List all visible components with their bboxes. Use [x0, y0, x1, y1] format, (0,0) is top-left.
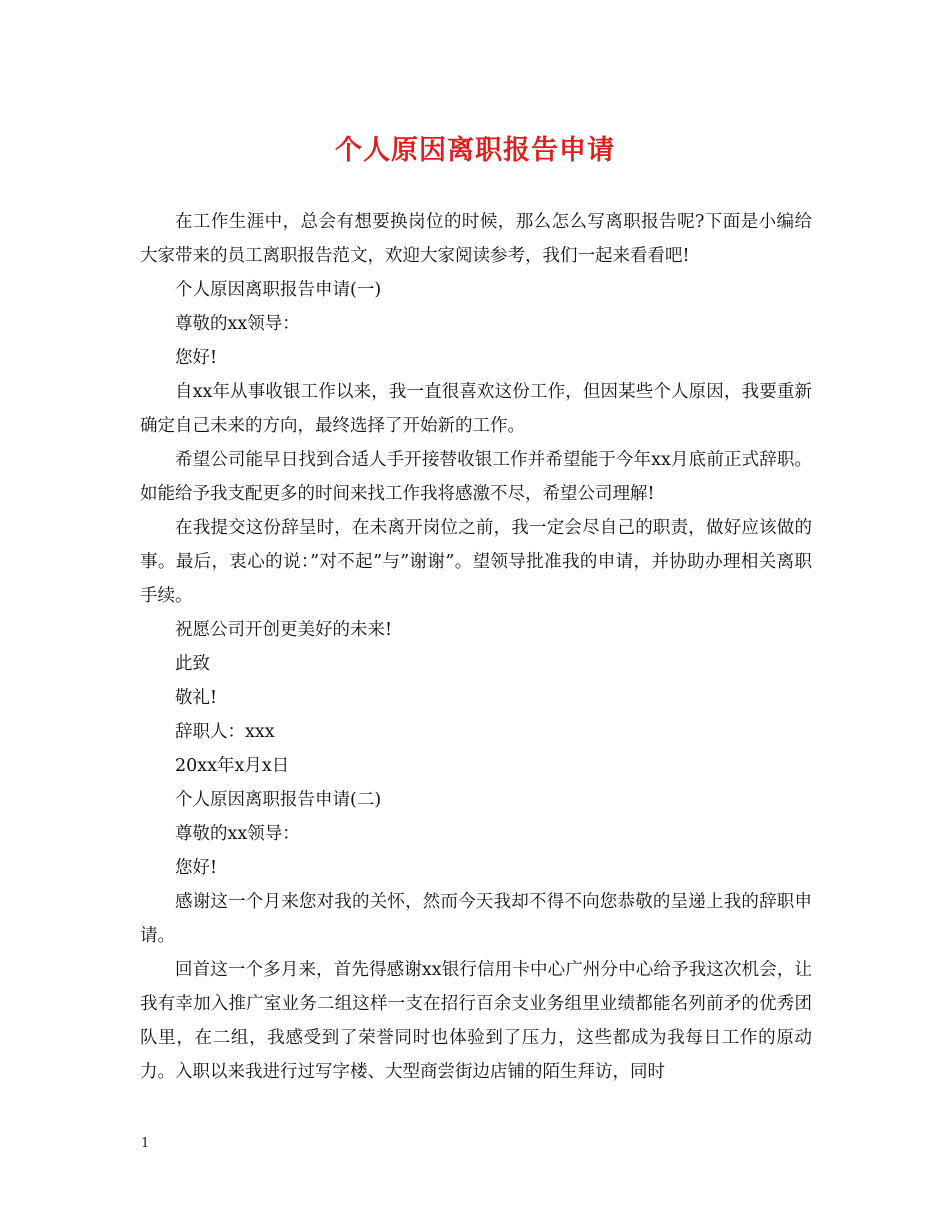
greeting: 您好!	[175, 858, 218, 878]
closing-regards: 敬礼!	[175, 688, 218, 708]
paragraph: 在我提交这份辞呈时，在未离开岗位之前，我一定会尽自己的职责，做好应该做的事。最后，衷心的说：”对不起”与”谢谢”。望领导批准我的申请，并协助办理相关离职手续。	[140, 518, 812, 606]
document-title: 个人原因离职报告申请	[335, 135, 615, 166]
date: 20xx年x月x日	[175, 756, 290, 776]
section-heading-2: 个人原因离职报告申请(二)	[175, 790, 382, 810]
greeting: 您好!	[175, 348, 218, 368]
signature: 辞职人：xxx	[175, 722, 275, 742]
paragraph: 自xx年从事收银工作以来，我一直很喜欢这份工作，但因某些个人原因，我要重新确定自己未来的方向，最终选择了开始新的工作。	[140, 382, 812, 436]
paragraph: 回首这一个多月来，首先得感谢xx银行信用卡中心广州分中心给予我这次机会，让我有幸加入推广室业务二组这样一支在招行百余支业务组里业绩都能名列前矛的优秀团队里，在二组，我感受到了荣誉同时也体验到了压力，这些都成为我每日工作的原动力。入职以来我进行过写字楼、大型商尝街边店铺的陌生拜访，同时	[140, 960, 812, 1082]
paragraph: 感谢这一个月来您对我的关怀，然而今天我却不得不向您恭敬的呈递上我的辞职申请。	[140, 892, 812, 946]
page-number: 1	[141, 1136, 150, 1151]
salutation: 尊敬的xx领导：	[175, 824, 300, 844]
paragraph: 希望公司能早日找到合适人手开接替收银工作并希望能于今年xx月底前正式辞职。如能给予我支配更多的时间来找工作我将感激不尽，希望公司理解!	[140, 450, 812, 504]
salutation: 尊敬的xx领导：	[175, 314, 300, 334]
paragraph-intro: 在工作生涯中，总会有想要换岗位的时候，那么怎么写离职报告呢?下面是小编给大家带来的员工离职报告范文，欢迎大家阅读参考，我们一起来看看吧!	[140, 212, 812, 266]
closing-wish: 祝愿公司开创更美好的未来!	[175, 620, 393, 640]
closing-line: 此致	[175, 654, 210, 674]
section-heading-1: 个人原因离职报告申请(一)	[175, 280, 382, 300]
document-body	[140, 205, 812, 1089]
